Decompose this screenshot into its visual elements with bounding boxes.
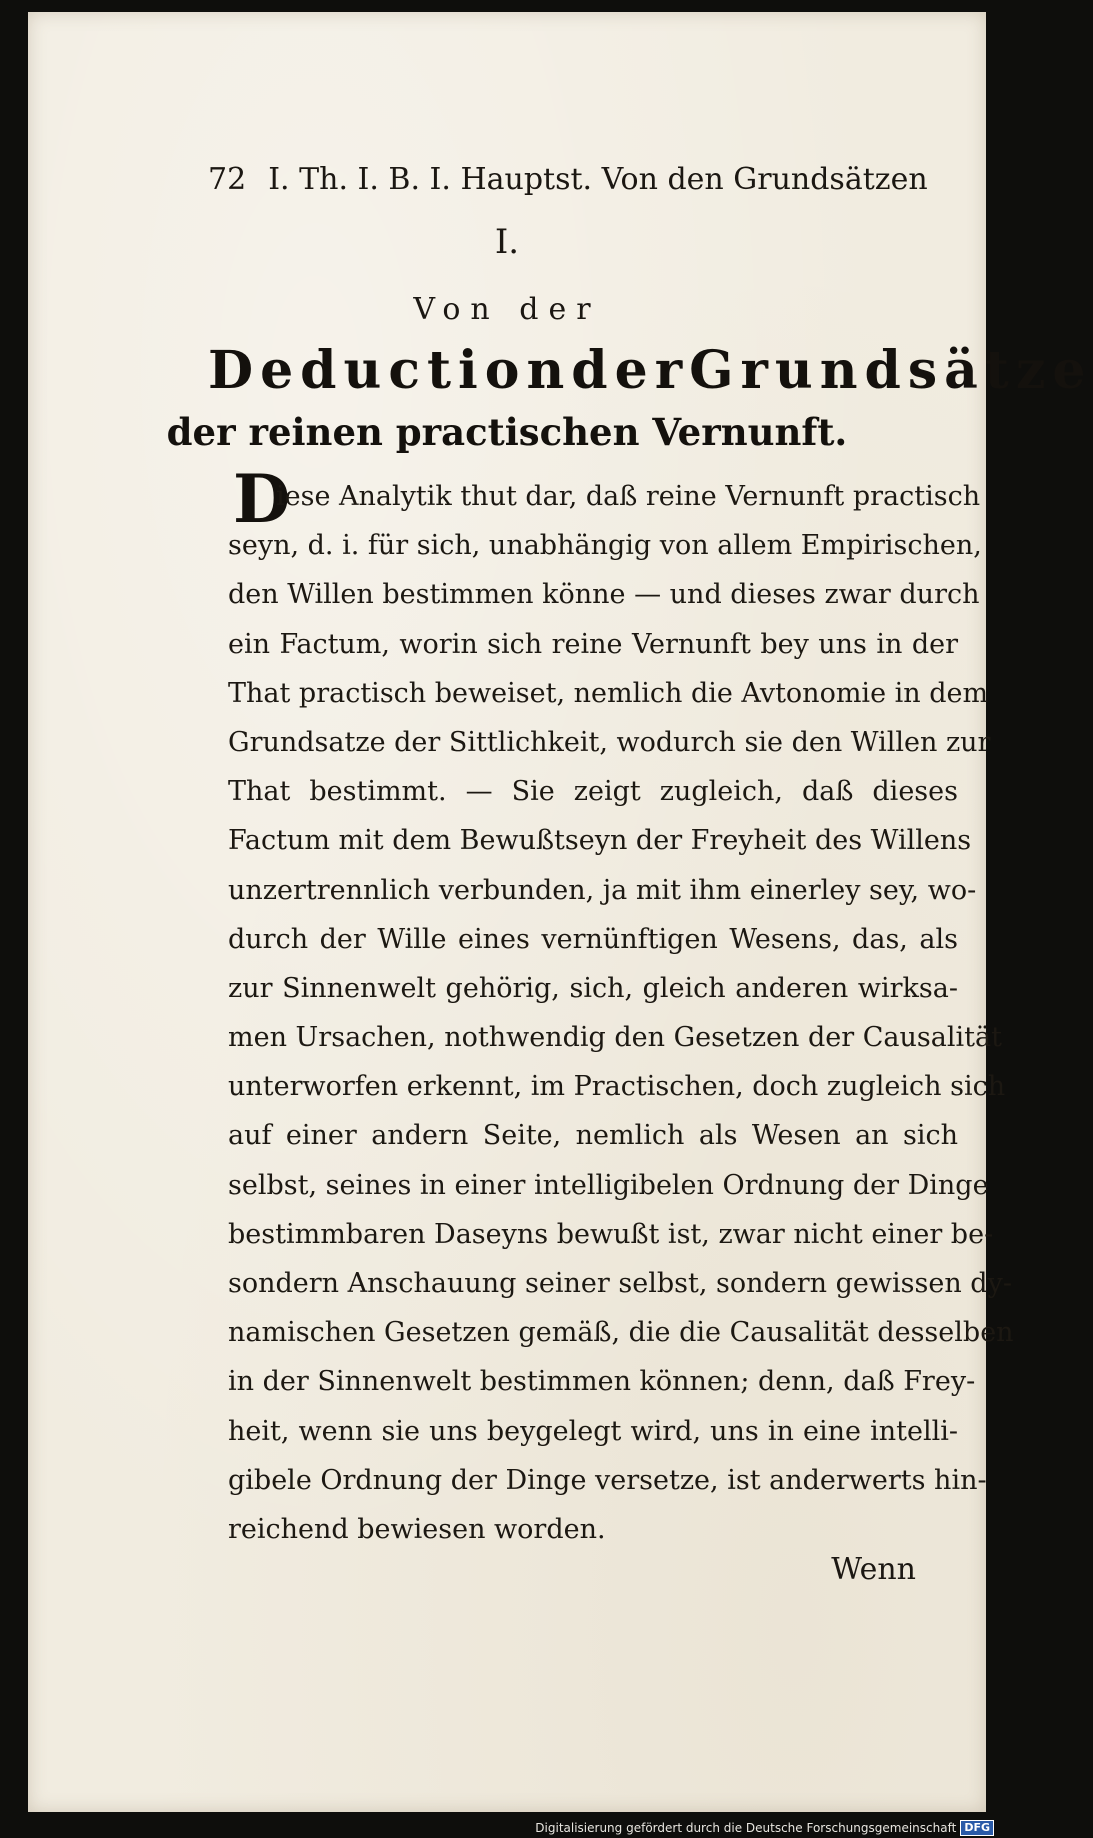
text-line: unzertrennlich verbunden, ja mit ihm einerley sey, wo-	[228, 874, 977, 906]
text-line: That practisch beweiset, nemlich die Avtonomie in dem	[228, 677, 989, 709]
section-numeral: I.	[494, 222, 520, 262]
subtitle: der reinen practischen Vernunft.	[166, 410, 848, 454]
main-title	[208, 340, 1093, 401]
text-line: in der Sinnenwelt bestimmen können; denn, daß Frey-	[228, 1366, 976, 1398]
text-line: namischen Gesetzen gemäß, die die Causalität desselben	[228, 1317, 1014, 1349]
text-line: iese Analytik thut dar, daß reine Vernunft practisch	[276, 481, 981, 512]
text-line: bestimmbaren Daseyns bewußt ist, zwar nicht einer be-	[228, 1218, 994, 1250]
text-line: seyn, d. i. für sich, unabhängig von allem Empirischen,	[228, 530, 982, 562]
catchword: Wenn	[831, 1552, 916, 1587]
text-line: reichend bewiesen worden.	[228, 1513, 606, 1545]
text-line: men Ursachen, nothwendig den Gesetzen der Causalität	[228, 1022, 1002, 1054]
text-line: den Willen bestimmen könne — und dieses zwar durch	[228, 579, 980, 611]
drop-cap: D	[233, 460, 291, 538]
text-line: zur Sinnenwelt gehörig, sich, gleich anderen wirksa-	[228, 972, 958, 1004]
book-page	[28, 12, 1093, 1812]
text-line: selbst, seines in einer intelligibelen Ordnung der Dinge	[228, 1169, 989, 1201]
text-line: unterworfen erkennt, im Practischen, doch zugleich sich	[228, 1071, 1006, 1103]
text-line: heit, wenn sie uns beygelegt wird, uns in eine intelli-	[228, 1415, 958, 1447]
text-line: gibele Ordnung der Dinge versetze, ist anderwerts hin-	[228, 1464, 987, 1496]
text-line: ein Factum, worin sich reine Vernunft bey uns in der	[228, 628, 958, 660]
dfg-logo-icon: DFG	[960, 1820, 994, 1836]
text-line: Grundsatze der Sittlichkeit, wodurch sie den Willen zur	[228, 726, 991, 758]
text-line: That bestimmt. — Sie zeigt zugleich, daß dieses	[228, 776, 958, 808]
text-line: Factum mit dem Bewußtseyn der Freyheit des Willens	[228, 825, 972, 857]
text-line: sondern Anschauung seiner selbst, sondern gewissen dy-	[228, 1268, 1012, 1299]
running-header	[208, 162, 938, 197]
title-word: der	[571, 340, 690, 401]
title-von: Von der	[413, 292, 601, 327]
running-title: I. Th. I. B. I. Hauptst. Von den Grundsätzen	[268, 162, 928, 197]
title-word: Deduction	[208, 340, 572, 401]
body-text	[228, 472, 1014, 1554]
digitization-footer	[535, 1820, 994, 1836]
title-word: Grundsätze	[689, 340, 1093, 401]
text-line: auf einer andern Seite, nemlich als Wesen an sich	[228, 1120, 958, 1152]
footer-credit: Digitalisierung gefördert durch die Deutsche Forschungsgemeinschaft	[535, 1821, 957, 1835]
text-line: durch der Wille eines vernünftigen Wesens, das, als	[228, 923, 958, 955]
page-number: 72	[208, 162, 247, 197]
